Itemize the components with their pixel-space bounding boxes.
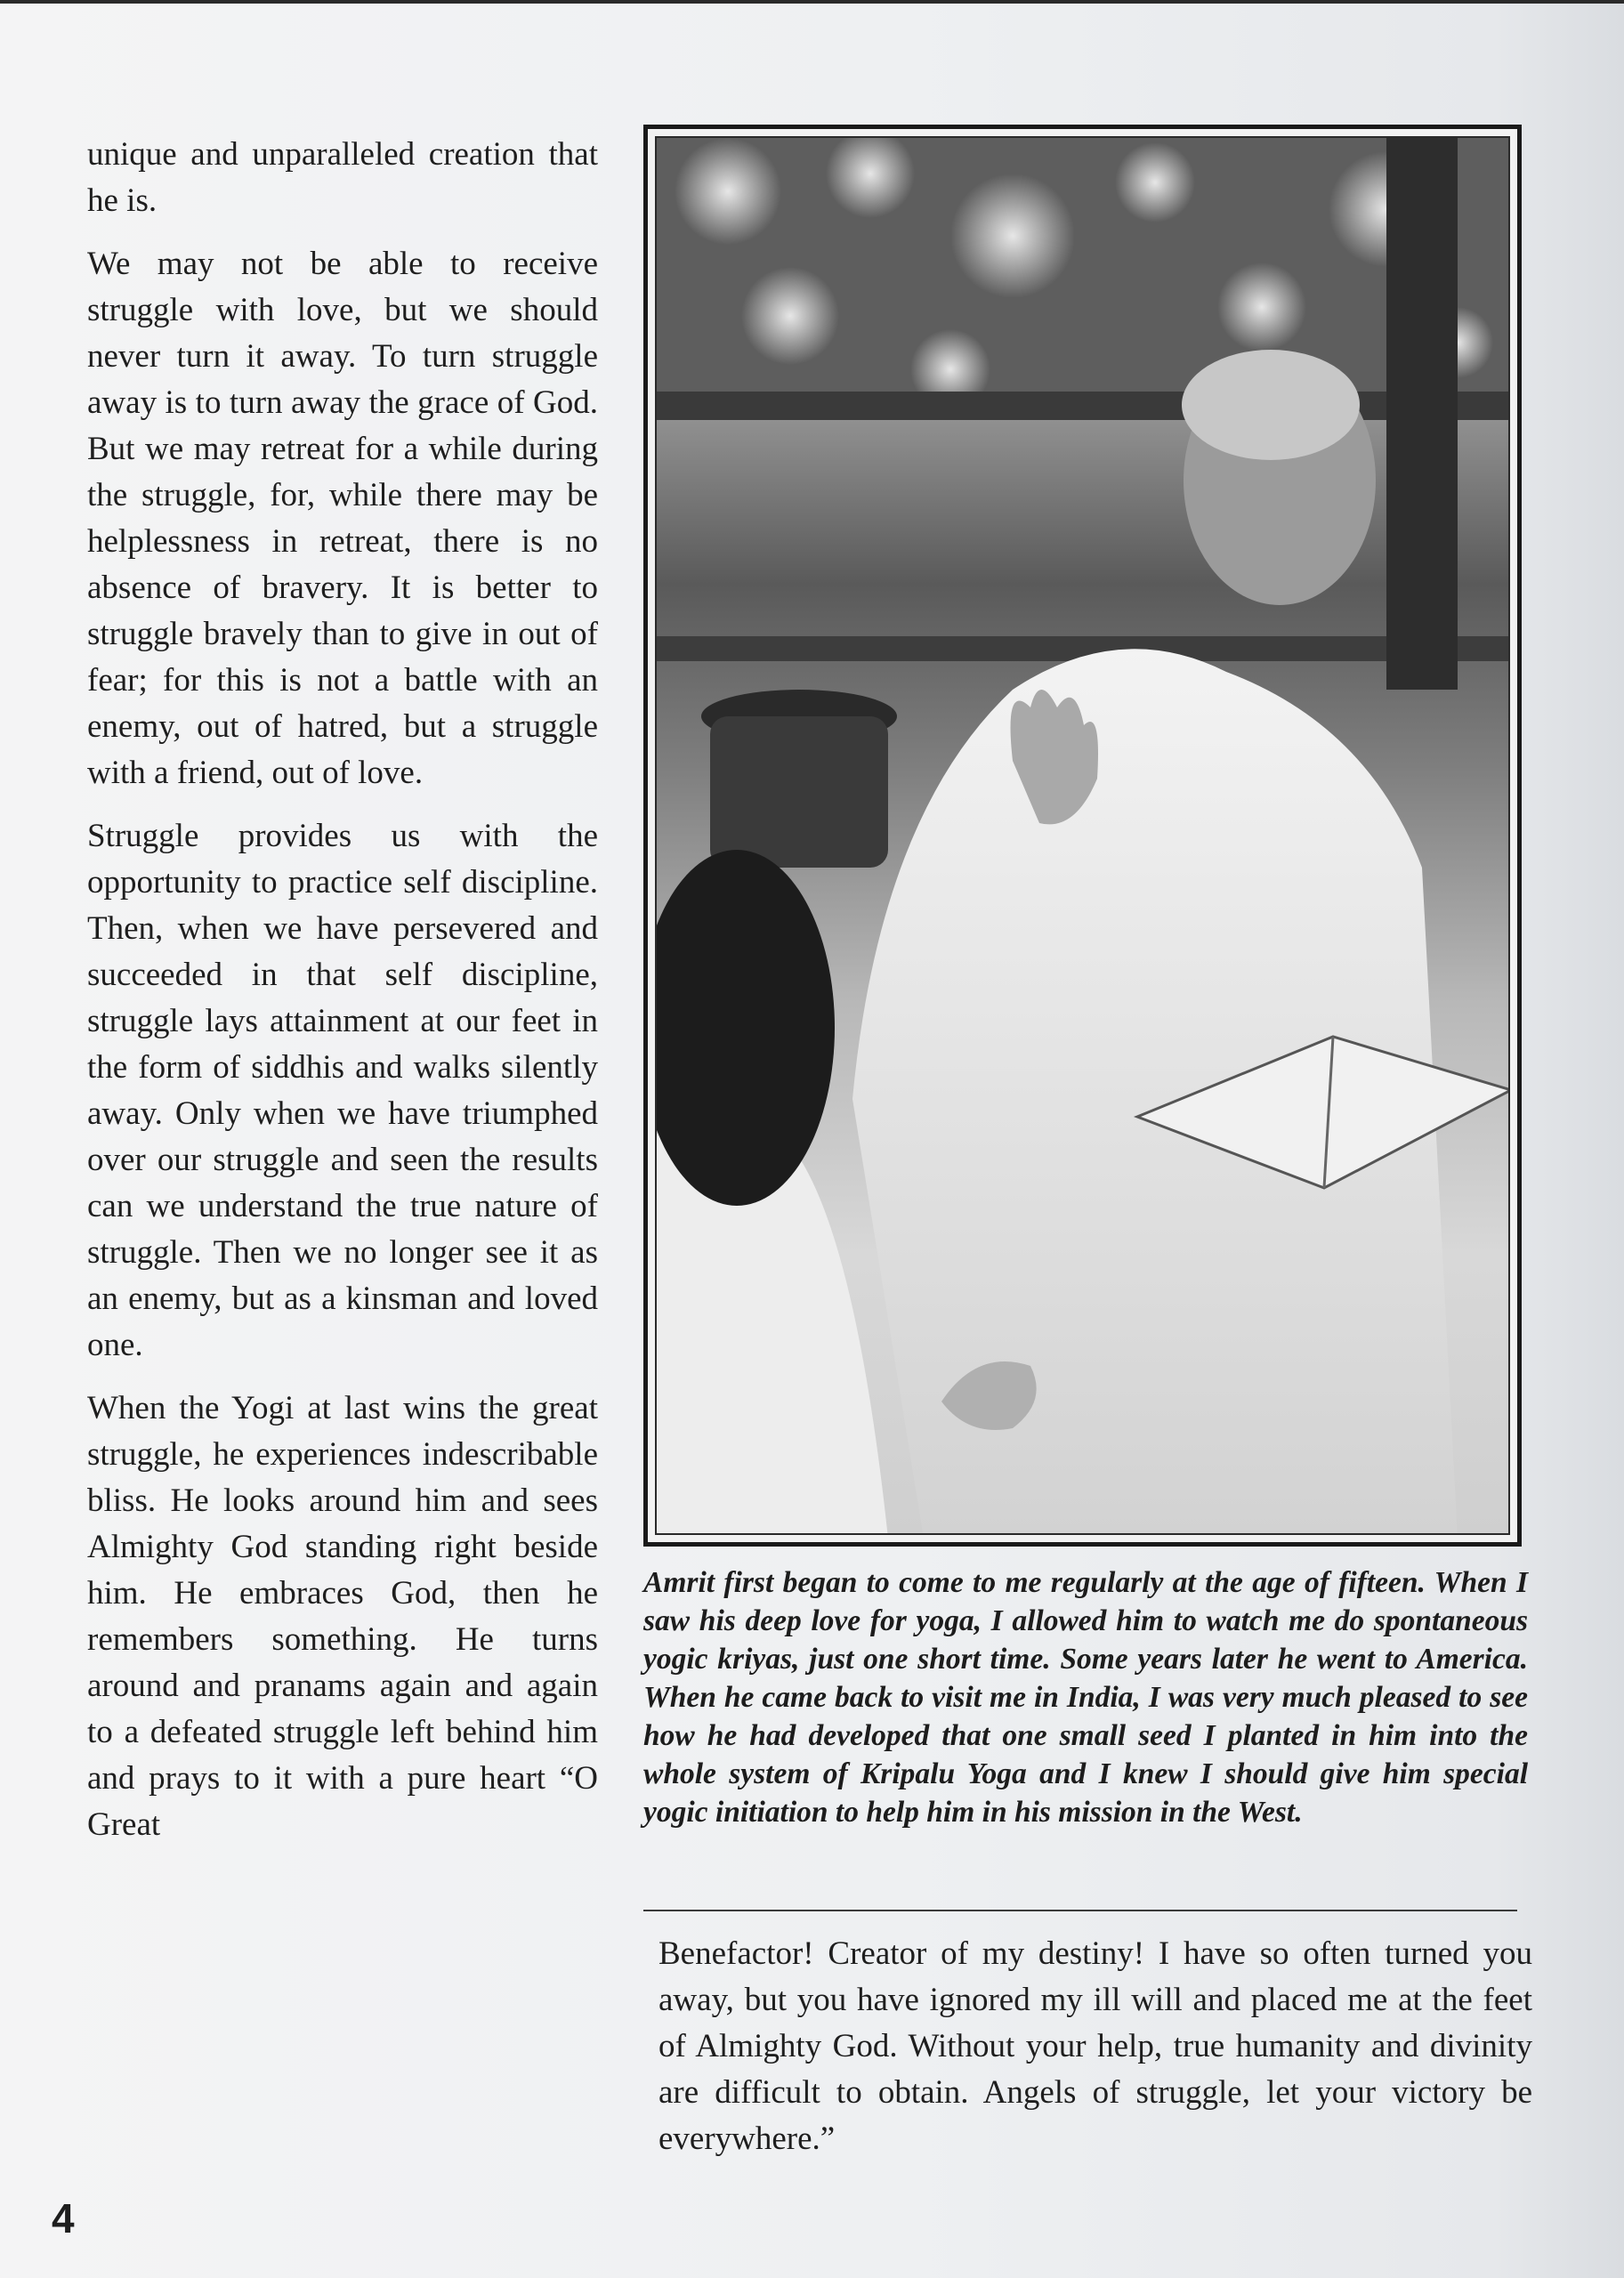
paragraph-4: When the Yogi at last wins the great struggle, he experiences indescribable bliss. He looks around him and sees Almighty God standing right beside him. He embraces God, then he remembers something. He turns around and pranams again and again to a defeated struggle left behind him and prays to it with a pure heart “O Great (87, 1390, 598, 1843)
closing-paragraph: Benefactor! Creator of my destiny! I have so often turned you away, but you have ignored my ill will and placed me at the feet of Almighty God. Without your help, true humanity and divinity are difficult to obtain. Angels of struggle, let your victory be everywhere.” (658, 1935, 1532, 2157)
photo-caption: Amrit first began to come to me regularly at the age of fifteen. When I saw his deep love for yoga, I allowed him to watch me do spontaneous yogic kriyas, just one short time. Some years later he went to America. When he came back to visit me in India, I was very much pleased to see how he had developed that one small seed I planted in him into the whole system of Kripalu Yoga and I knew I should give him special yogic initiation to help him in his mission in the West. (643, 1566, 1528, 1829)
page-number: 4 (52, 2195, 75, 2242)
photo-illustration (657, 138, 1510, 1535)
caption-divider (643, 1910, 1517, 1911)
page-top-edge (0, 0, 1624, 4)
paragraph-2: We may not be able to receive struggle with love, but we should never turn it away. To turn struggle away is to turn away the grace of God. But we may retreat for a while during the struggle, for, while there may be helplessness in retreat, there is no absence of bravery. It is better to struggle bravely than to give in out of fear; for this is not a battle with an enemy, out of hatred, but a struggle with a friend, out of love. (87, 246, 598, 791)
paragraph-3: Struggle provides us with the opportunity to practice self discipline. Then, when we have persevered and succeeded in that self discipline, struggle lays attainment at our feet in the form of siddhis and walks silently away. Only when we have triumphed over our struggle and seen the results can we understand the true nature of struggle. Then we no longer see it as an enemy, but as a kinsman and loved one. (87, 818, 598, 1363)
photograph (655, 136, 1510, 1535)
left-text-column (87, 132, 598, 1865)
paragraph-1: unique and unparalleled creation that he is. (87, 136, 598, 219)
photo-frame (643, 125, 1522, 1547)
